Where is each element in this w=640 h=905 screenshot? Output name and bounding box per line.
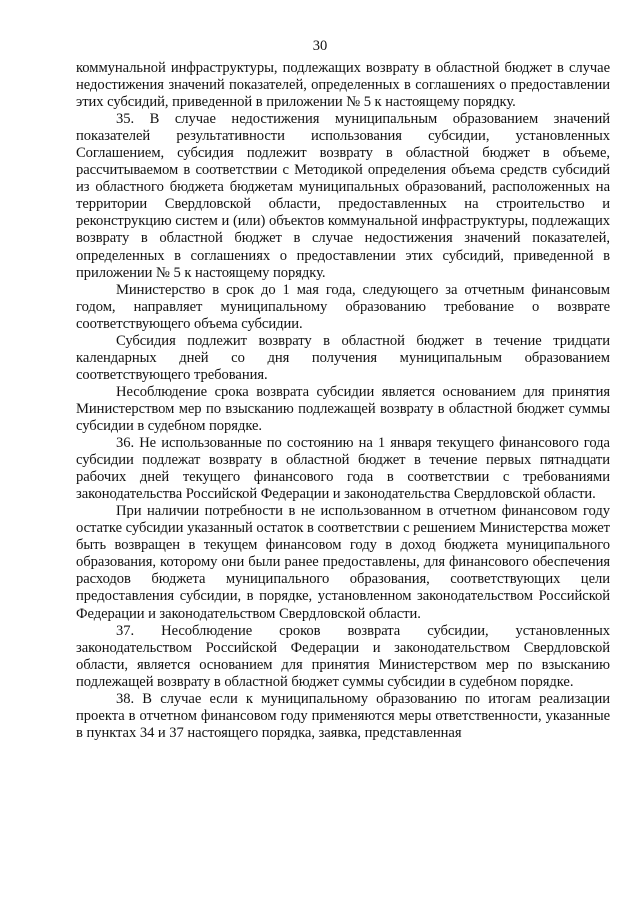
paragraph-ministry-deadline: Министерство в срок до 1 мая года, следующего за отчетным финансовым годом, направляет муниципальному образованию требование о возврате соответствующего объема субсидии. [76,281,610,332]
document-body [76,60,610,742]
paragraph-35: 35. В случае недостижения муниципальным образованием значений показателей результативности использования субсидии, установленных Соглашением, субсидия подлежит возврату в областной бюджет в объеме, рассчитываемом в соответствии с Методикой определения объема средств субсидий из областного бюджета бюджетам муниципальных образований, расположенных на территории Свердловской области, предоставленных на строительство и реконструкцию систем и (или) объектов коммунальной инфраструктуры, подлежащих возврату в областной бюджет в случае недостижения значений показателей, определенных в соглашениях о предоставлении этих субсидий, приведенной в приложении № 5 к настоящему порядку. [76,111,610,281]
paragraph-continuation: коммунальной инфраструктуры, подлежащих возврату в областной бюджет в случае недостижения значений показателей, определенных в соглашениях о предоставлении этих субсидий, приведенной в приложении № 5 к настоящему порядку. [76,60,610,111]
paragraph-noncompliance: Несоблюдение срока возврата субсидии является основанием для принятия Министерством мер по взысканию подлежащей возврату в областной бюджет суммы субсидии в судебном порядке. [76,383,610,434]
paragraph-unused-balance: При наличии потребности в не использованном в отчетном финансовом году остатке субсидии указанный остаток в соответствии с решением Министерства может быть возвращен в текущем финансовом году в доход бюджета муниципального образования, которому они были ранее предоставлены, для финансового обеспечения расходов бюджета муниципального образования, соответствующих цели предоставления субсидии, в порядке, установленном законодательством Российской Федерации и законодательством Свердловской области. [76,503,610,622]
paragraph-38: 38. В случае если к муниципальному образованию по итогам реализации проекта в отчетном финансовом году применяются меры ответственности, указанные в пунктах 34 и 37 настоящего порядка, заявка, представленная [76,690,610,741]
paragraph-36: 36. Не использованные по состоянию на 1 января текущего финансового года субсидии подлежат возврату в областной бюджет в течение первых пятнадцати рабочих дней текущего финансового года в соответствии с требованиями законодательства Российской Федерации и законодательства Свердловской области. [76,435,610,503]
paragraph-return-period: Субсидия подлежит возврату в областной бюджет в течение тридцати календарных дней со дня получения муниципальным образованием соответствующего требования. [76,332,610,383]
paragraph-37: 37. Несоблюдение сроков возврата субсидии, установленных законодательством Российской Федерации и законодательством Свердловской области, является основанием для принятия Министерством мер по взысканию подлежащей возврату в областной бюджет суммы субсидии в судебном порядке. [76,622,610,690]
page-number: 30 [312,38,328,54]
